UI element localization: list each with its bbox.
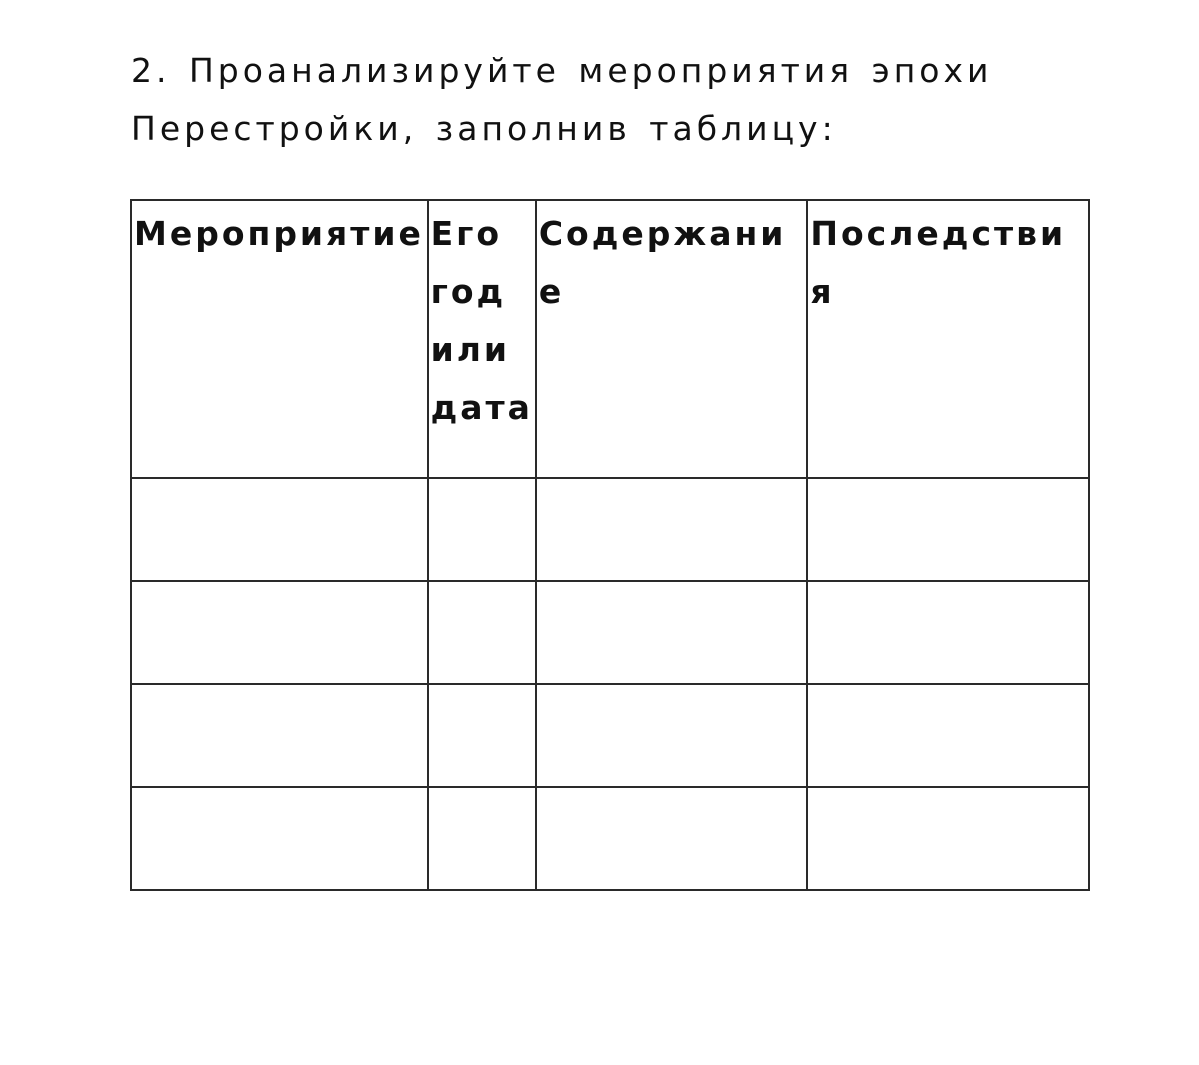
worksheet-table (130, 199, 1090, 891)
table-cell[interactable] (536, 787, 808, 890)
table-row (131, 478, 1089, 581)
table-cell[interactable] (131, 581, 428, 684)
table-cell[interactable] (536, 684, 808, 787)
table-cell[interactable] (807, 478, 1089, 581)
table-row (131, 787, 1089, 890)
header-event: Мероприятие (131, 200, 428, 478)
table-row (131, 684, 1089, 787)
table-cell[interactable] (428, 581, 536, 684)
table-cell[interactable] (131, 787, 428, 890)
table-cell[interactable] (807, 581, 1089, 684)
task-line-1: 2. Проанализируйте мероприятия эпохи (131, 51, 993, 90)
table-cell[interactable] (428, 787, 536, 890)
header-content: Содержание (536, 200, 808, 478)
table-header-row (131, 200, 1089, 478)
table-row (131, 581, 1089, 684)
task-line-2: Перестройки, заполнив таблицу: (131, 109, 837, 148)
table-cell[interactable] (428, 684, 536, 787)
table-cell[interactable] (807, 787, 1089, 890)
header-consequences: Последствия (807, 200, 1089, 478)
table-cell[interactable] (428, 478, 536, 581)
table-cell[interactable] (807, 684, 1089, 787)
table-cell[interactable] (131, 684, 428, 787)
table-cell[interactable] (131, 478, 428, 581)
task-instruction (131, 42, 1111, 158)
header-year-or-date: Его год или дата (428, 200, 536, 478)
table-cell[interactable] (536, 478, 808, 581)
table-cell[interactable] (536, 581, 808, 684)
